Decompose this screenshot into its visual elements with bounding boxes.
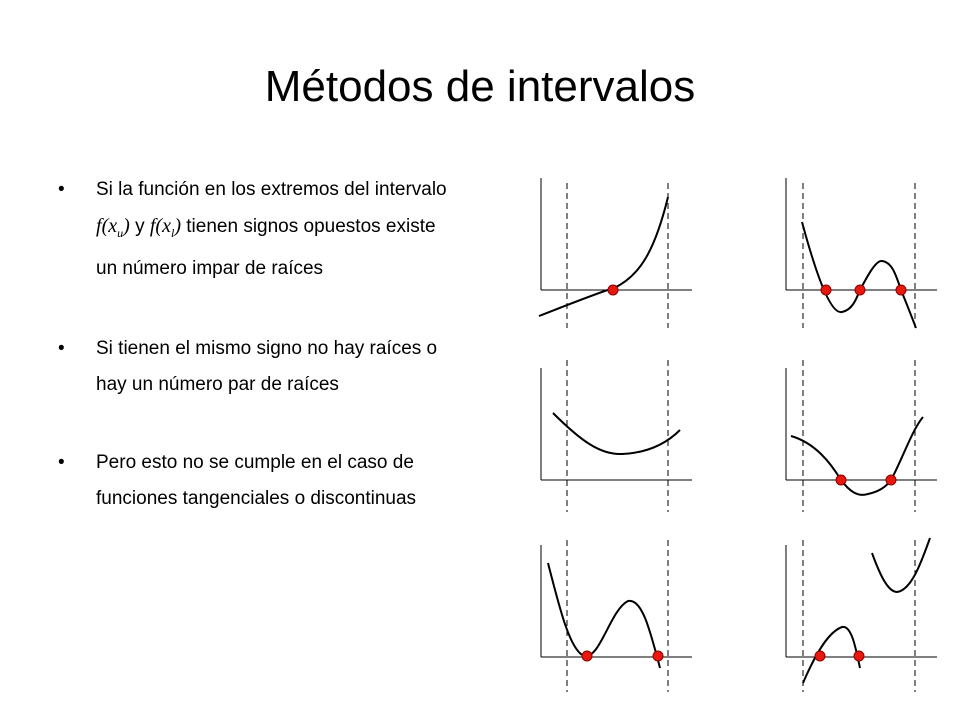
interval-lines — [567, 540, 668, 692]
math-subscript-l: l — [170, 226, 175, 240]
math-paren-close: ) — [123, 215, 130, 237]
function-curve-left-branch — [803, 627, 860, 683]
root-marker — [854, 651, 864, 661]
math-paren-close: ) — [174, 215, 181, 237]
interval-lines — [803, 360, 915, 512]
interval-lines — [803, 540, 915, 692]
bullet-text-2: Si tienen el mismo signo no hay raíces o hay un número par de raíces — [96, 338, 438, 395]
function-curve — [791, 417, 923, 495]
math-f: f — [96, 215, 102, 237]
math-paren-open: ( — [101, 215, 109, 237]
plot-axes — [786, 178, 937, 290]
root-marker — [582, 651, 592, 661]
bullet-icon: • — [58, 452, 65, 473]
math-subscript-u: u — [117, 226, 124, 240]
function-curve — [548, 563, 660, 668]
slide-title: Métodos de intervalos — [264, 62, 696, 111]
plot-single-root — [539, 178, 692, 328]
plot-axes — [541, 545, 692, 657]
root-marker — [608, 285, 618, 295]
root-marker — [653, 651, 663, 661]
function-curve — [539, 197, 668, 316]
bullet-text-1b: tienen signos opuestos existe un número impar de raíces — [96, 216, 436, 279]
bullet-text-1a: Si la función en los extremos del intervalo — [96, 179, 447, 200]
bullet-text-3: Pero esto no se cumple en el caso de funciones tangenciales o discontinuas — [96, 452, 417, 509]
root-marker — [815, 651, 825, 661]
math-x: x — [108, 215, 118, 237]
plot-discontinuous-case — [786, 538, 937, 692]
root-marker — [886, 475, 896, 485]
plot-axes — [786, 545, 937, 657]
math-paren-open: ( — [155, 215, 163, 237]
bullet-icon: • — [58, 338, 65, 359]
bullet-text-1-and: y — [129, 216, 150, 237]
interval-lines — [567, 360, 668, 512]
function-curve — [802, 222, 916, 328]
plot-axes — [541, 178, 692, 290]
plot-three-roots — [786, 178, 937, 328]
plot-two-roots — [786, 360, 937, 512]
plot-tangential-case — [541, 540, 692, 692]
root-marker — [855, 285, 865, 295]
root-marker — [836, 475, 846, 485]
math-f: f — [149, 215, 156, 237]
root-marker — [821, 285, 831, 295]
plot-no-roots — [541, 360, 692, 512]
function-curve — [553, 413, 680, 454]
bullet-icon: • — [58, 179, 65, 200]
function-curve-right-branch — [872, 538, 930, 592]
plot-axes — [786, 368, 937, 480]
math-x: x — [162, 215, 171, 237]
interval-lines — [803, 183, 915, 328]
root-marker — [896, 285, 906, 295]
interval-lines — [567, 183, 668, 328]
